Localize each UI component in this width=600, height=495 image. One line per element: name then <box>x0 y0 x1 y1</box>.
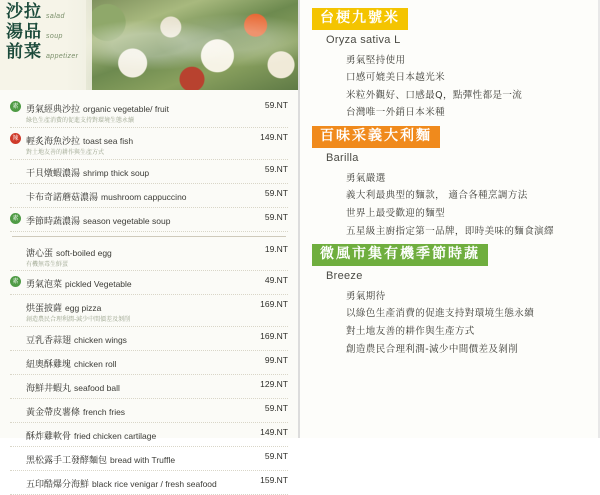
ingredient-line: 五星級主廚指定第一品牌，即時美味的麵食演繹 <box>346 225 554 237</box>
blank-icon <box>10 189 21 200</box>
menu-item-names <box>26 99 242 125</box>
ingredient-block <box>312 244 586 358</box>
vegetarian-icon: 素 <box>10 213 21 224</box>
menu-item-name-cn: 溏心蛋 <box>26 248 54 259</box>
menu-item-name-cn: 豆乳香蒜翅 <box>26 336 72 347</box>
blank-icon <box>10 300 21 311</box>
hero-cn-1: 沙拉 <box>6 2 42 22</box>
menu-item-names <box>26 330 242 348</box>
ingredient-line: 以綠色生產消費的促進支持對環境生態永續 <box>346 308 535 320</box>
menu-item-name-en: bread with Truffle <box>110 455 176 466</box>
ingredient-line: 米粒外觀好、口感最Q，點彈性都是一流 <box>346 89 523 101</box>
menu-item-price: 149.NT <box>260 427 288 438</box>
ingredient-subtitle: Oryza sativa L <box>326 33 401 46</box>
menu-item-names <box>26 474 242 492</box>
menu-item-row[interactable] <box>10 375 288 399</box>
blank-icon <box>10 452 21 463</box>
menu-item-row[interactable] <box>10 471 288 495</box>
blank-icon <box>10 428 21 439</box>
menu-item-row[interactable] <box>10 423 288 447</box>
menu-item-names <box>26 402 242 420</box>
blank-icon <box>10 380 21 391</box>
menu-divider <box>12 236 286 237</box>
ingredient-line: 勇氣嚴選 <box>346 172 386 184</box>
menu-item-subtext: 創造農民合理利潤-減少中間價差及剝削 <box>26 316 131 324</box>
ingredient-description <box>346 288 586 358</box>
menu-item-names <box>26 354 242 372</box>
hero-title-block <box>0 0 92 90</box>
ingredient-line: 對土地友善的耕作與生產方式 <box>346 326 475 338</box>
blank-icon <box>10 404 21 415</box>
menu-item-price: 169.NT <box>260 299 288 310</box>
menu-item-price: 19.NT <box>264 243 288 254</box>
right-info-panel <box>300 0 598 438</box>
menu-item-name-en: toast sea fish <box>83 135 134 146</box>
ingredient-blocks <box>300 0 598 358</box>
blank-icon <box>10 332 21 343</box>
ingredient-line: 勇氣堅持使用 <box>346 54 406 66</box>
ingredient-subtitle: Breeze <box>326 269 363 282</box>
ingredient-description <box>346 52 586 122</box>
menu-item-price: 59.NT <box>264 100 288 110</box>
hero-cn-2: 湯品 <box>6 21 42 42</box>
menu-item-names <box>26 378 242 396</box>
menu-item-name-en: egg pizza <box>65 303 102 314</box>
menu-item-name-en: season vegetable soup <box>83 215 171 226</box>
menu-item-price: 59.NT <box>264 163 288 174</box>
menu-item-row[interactable] <box>10 184 288 208</box>
ingredient-line: 台灣唯一外銷日本米種 <box>346 107 446 119</box>
menu-item-row[interactable] <box>10 208 288 232</box>
ingredient-line: 義大利最典型的麵款， 適合各種烹調方法 <box>346 190 528 202</box>
menu-item-names <box>26 298 242 324</box>
menu-item-names <box>26 187 242 205</box>
ingredient-description <box>346 170 586 240</box>
blank-icon <box>10 356 21 367</box>
ingredient-block <box>312 8 586 122</box>
menu-item-name-cn: 卡布奇諾蘑菇濃湯 <box>26 192 99 203</box>
menu-item-name-cn: 黑松露手工發酵麵包 <box>26 456 108 467</box>
menu-item-subtext: 對土地友善的耕作與生產方式 <box>26 148 105 156</box>
menu-item-row[interactable] <box>10 160 288 184</box>
menu-item-subtext: 綠色生產消費的促進支持對環境生態永續 <box>26 117 135 124</box>
ingredient-block <box>312 126 586 240</box>
menu-item-name-en: french fries <box>83 407 126 418</box>
menu-item-row[interactable] <box>10 327 288 351</box>
hero-food-photo <box>86 0 298 90</box>
menu-item-name-cn: 季節時蔬濃湯 <box>26 216 81 227</box>
menu-item-price: 159.NT <box>260 475 288 486</box>
menu-item-price: 129.NT <box>260 379 288 390</box>
menu-item-price: 99.NT <box>264 355 288 366</box>
hero-cn-3: 前菜 <box>6 41 42 62</box>
hero-banner <box>0 0 298 90</box>
ingredient-line: 世界上最受歡迎的麵型 <box>346 207 446 219</box>
menu-item-name-en: organic vegetable/ fruit <box>83 104 170 114</box>
menu-item-name-cn: 酥炸雞軟骨 <box>26 432 72 443</box>
menu-item-row[interactable] <box>10 96 288 128</box>
menu-item-row[interactable] <box>10 271 288 295</box>
menu-item-names <box>26 426 242 444</box>
menu-item-price: 49.NT <box>264 275 288 286</box>
menu-item-name-cn: 烘蛋披薩 <box>26 304 63 315</box>
menu-item-names <box>26 131 242 157</box>
menu-item-name-cn: 勇氣經典沙拉 <box>26 105 81 115</box>
ingredient-line: 勇氣期待 <box>346 290 386 302</box>
menu-item-price: 59.NT <box>264 403 288 414</box>
menu-item-names <box>26 211 242 229</box>
menu-item-name-en: chicken roll <box>74 359 117 370</box>
menu-item-name-en: black rice venigar / fresh seafood <box>92 479 217 490</box>
hero-line <box>6 21 92 42</box>
left-menu-panel <box>0 0 300 491</box>
menu-item-name-en: pickled Vegetable <box>65 279 132 290</box>
menu-item-row[interactable] <box>10 399 288 423</box>
hero-en-3: appetizer <box>46 52 79 60</box>
menu-item-price: 169.NT <box>260 331 288 342</box>
spicy-icon: 辣 <box>10 133 21 144</box>
hero-line <box>6 4 92 22</box>
vegetarian-icon: 素 <box>10 101 21 112</box>
menu-item-names <box>26 450 242 468</box>
menu-item-name-cn: 紐奧酥雞塊 <box>26 360 72 371</box>
menu-item-row[interactable] <box>10 351 288 375</box>
menu-item-subtext: 有機無毒生鮮蛋 <box>26 260 69 268</box>
ingredient-title: 微風市集有機季節時蔬 <box>312 244 488 266</box>
blank-icon <box>10 165 21 176</box>
menu-item-price: 59.NT <box>264 211 288 222</box>
menu-item-names <box>26 274 242 292</box>
hero-line <box>6 41 92 62</box>
menu-item-price: 59.NT <box>264 187 288 198</box>
menu-item-name-cn: 黃金帶皮薯條 <box>26 408 81 419</box>
menu-item-name-en: fried chicken cartilage <box>74 431 157 442</box>
ingredient-line: 口感可媲美日本越光米 <box>346 72 446 84</box>
hero-en-1: salad <box>46 12 65 20</box>
menu-item-name-cn: 五印酷爆分海鮮 <box>26 480 90 491</box>
menu-item-name-cn: 勇氣泡菜 <box>26 280 63 291</box>
menu-item-row[interactable] <box>10 295 288 327</box>
blank-icon <box>10 476 21 487</box>
menu-item-names <box>26 163 242 181</box>
menu-item-name-cn: 海鮮井蝦丸 <box>26 384 72 395</box>
menu-item-name-en: shrimp thick soup <box>83 167 150 178</box>
ingredient-subtitle: Barilla <box>326 151 359 164</box>
menu-item-row[interactable] <box>10 128 288 160</box>
ingredient-line: 創造農民合理利潤-減少中間價差及剝削 <box>346 343 519 355</box>
menu-item-row[interactable] <box>10 447 288 471</box>
menu-item-name-cn: 干貝燉蝦濃湯 <box>26 168 81 179</box>
menu-item-row[interactable] <box>10 240 288 272</box>
menu-item-names <box>26 243 242 269</box>
blank-icon <box>10 245 21 256</box>
hero-en-2: soup <box>46 32 63 40</box>
ingredient-title: 台梗九號米 <box>312 8 408 30</box>
menu-item-list <box>0 90 298 495</box>
menu-item-price: 59.NT <box>264 451 288 462</box>
menu-item-name-en: chicken wings <box>74 335 127 346</box>
menu-item-name-en: mushroom cappuccino <box>101 191 187 202</box>
menu-item-name-en: soft-boiled egg <box>56 247 112 258</box>
menu-item-name-cn: 輕炙海魚沙拉 <box>26 136 81 147</box>
menu-item-name-en: seafood ball <box>74 383 120 394</box>
menu-item-price: 149.NT <box>260 131 288 142</box>
vegetarian-icon: 素 <box>10 276 21 287</box>
ingredient-title: 百味采義大利麵 <box>312 126 440 148</box>
